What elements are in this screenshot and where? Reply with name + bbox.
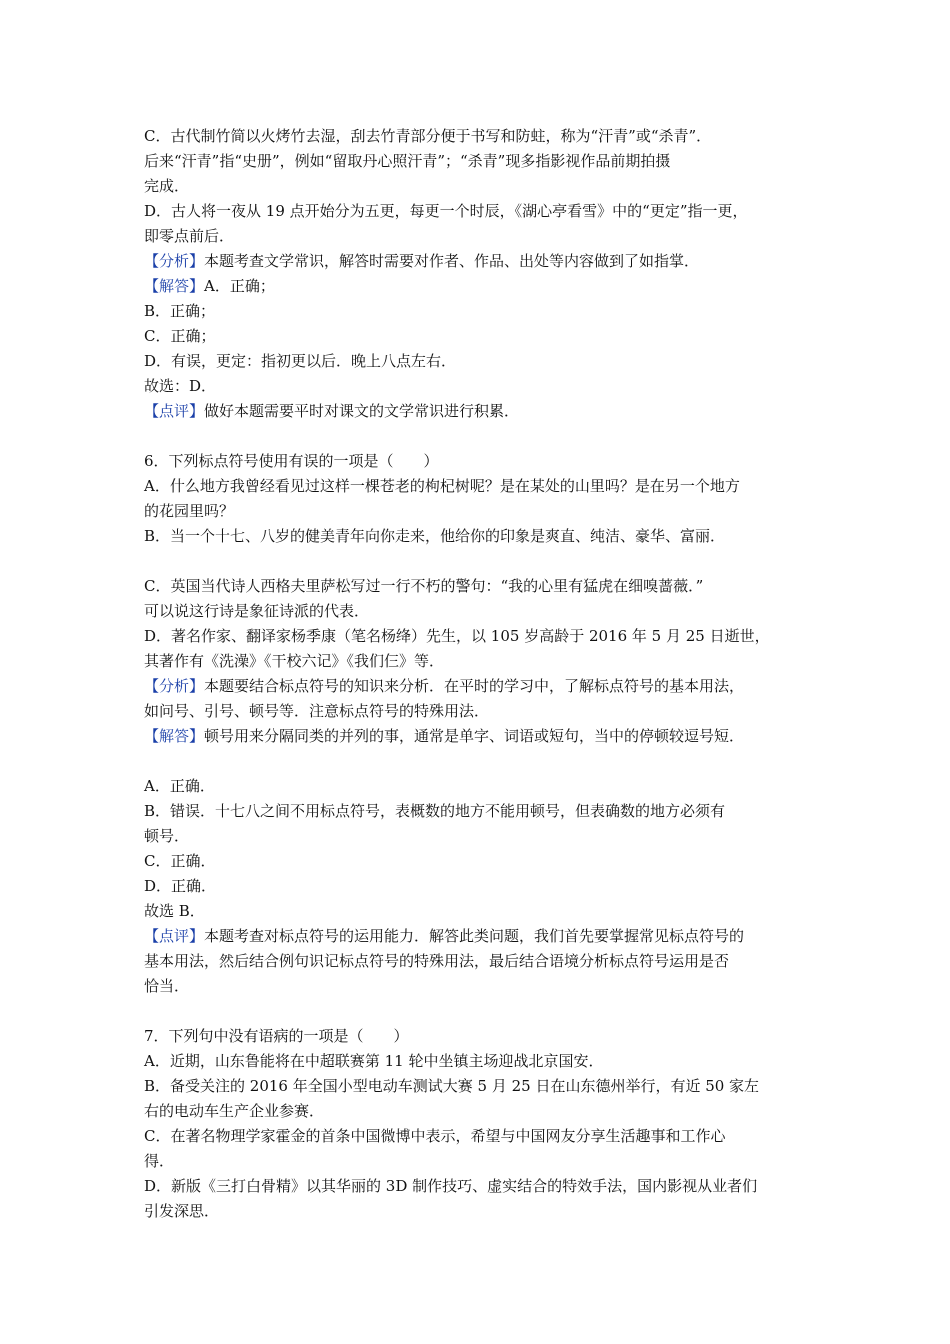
text-line <box>144 674 816 699</box>
line-text: 右的电动车生产企业参赛． <box>144 1102 325 1120</box>
line-text: 可以说这行诗是象征诗派的代表． <box>144 602 370 620</box>
paragraph-gap <box>144 549 816 574</box>
text-line <box>144 249 816 274</box>
text-line <box>144 1074 816 1099</box>
line-text: D．新版《三打白骨精》以其华丽的 3D 制作技巧、虚实结合的特效手法，国内影视从业者们 <box>144 1177 758 1195</box>
text-line <box>144 624 816 649</box>
line-text: 得． <box>144 1152 175 1170</box>
line-text: 其著作有《洗澡》《干校六记》《我们仨》等． <box>144 652 445 670</box>
line-text: A．正确． <box>144 777 215 795</box>
text-line <box>144 1199 816 1224</box>
text-line <box>144 799 816 824</box>
line-text: B．当一个十七、八岁的健美青年向你走来，他给你的印象是爽直、纯洁、豪华、富丽． <box>144 527 726 545</box>
text-line <box>144 149 816 174</box>
paragraph-gap <box>144 749 816 774</box>
text-line <box>144 724 816 749</box>
text-line <box>144 1099 816 1124</box>
line-text: 本题考查对标点符号的运用能力．解答此类问题，我们首先要掌握常见标点符号的 <box>204 927 745 945</box>
text-line <box>144 849 816 874</box>
text-line <box>144 699 816 724</box>
line-text: 恰当． <box>144 977 190 995</box>
line-text: 引发深思． <box>144 1202 220 1220</box>
line-text: A．什么地方我曾经看见过这样一棵苍老的枸杞树呢？是在某处的山里吗？是在另一个地方 <box>144 477 740 495</box>
line-text: D．著名作家、翻译家杨季康（笔名杨绛）先生，以 105 岁高龄于 2016 年 5 月 25 日逝世， <box>144 627 770 645</box>
text-line <box>144 599 816 624</box>
line-text: D．正确． <box>144 877 217 895</box>
text-line <box>144 824 816 849</box>
section-tag: 【分析】 <box>144 677 205 695</box>
line-text: 后来“汗青”指“史册”，例如“留取丹心照汗青”；“杀青”现多指影视作品前期拍摄 <box>144 152 671 170</box>
text-line <box>144 1149 816 1174</box>
text-line <box>144 374 816 399</box>
line-text: 的花园里吗？ <box>144 502 235 520</box>
line-text: 7．下列句中没有语病的一项是（ ） <box>144 1027 409 1045</box>
line-text: B．备受关注的 2016 年全国小型电动车测试大赛 5 月 25 日在山东德州举行，有近 50 家左 <box>144 1077 760 1095</box>
text-line <box>144 649 816 674</box>
text-line <box>144 474 816 499</box>
text-line <box>144 449 816 474</box>
section-tag: 【解答】 <box>144 727 205 745</box>
text-line <box>144 1124 816 1149</box>
paragraph-gap <box>144 424 816 449</box>
document-body <box>144 124 816 1224</box>
section-tag: 【解答】 <box>144 277 205 295</box>
text-line <box>144 899 816 924</box>
line-text: D．古人将一夜从 19 点开始分为五更，每更一个时辰，《湖心亭看雪》中的“更定”指一更， <box>144 202 748 220</box>
line-text: 6．下列标点符号使用有误的一项是（ ） <box>144 452 439 470</box>
section-tag: 【分析】 <box>144 252 205 270</box>
text-line <box>144 949 816 974</box>
line-text: A．近期，山东鲁能将在中超联赛第 11 轮中坐镇主场迎战北京国安． <box>144 1052 604 1070</box>
text-line <box>144 199 816 224</box>
paragraph-gap <box>144 999 816 1024</box>
text-line <box>144 499 816 524</box>
text-line <box>144 349 816 374</box>
line-text: 完成． <box>144 177 190 195</box>
line-text: C．正确； <box>144 327 216 345</box>
line-text: 基本用法，然后结合例句识记标点符号的特殊用法，最后结合语境分析标点符号运用是否 <box>144 952 730 970</box>
line-text: 即零点前后． <box>144 227 235 245</box>
text-line <box>144 124 816 149</box>
text-line <box>144 324 816 349</box>
text-line <box>144 1024 816 1049</box>
line-text: B．正确； <box>144 302 216 320</box>
line-text: 做好本题需要平时对课文的文学常识进行积累． <box>204 402 520 420</box>
text-line <box>144 974 816 999</box>
text-line <box>144 1049 816 1074</box>
section-tag: 【点评】 <box>144 402 205 420</box>
text-line <box>144 274 816 299</box>
text-line <box>144 224 816 249</box>
line-text: C．在著名物理学家霍金的首条中国微博中表示，希望与中国网友分享生活趣事和工作心 <box>144 1127 726 1145</box>
line-text: 如问号、引号、顿号等．注意标点符号的特殊用法． <box>144 702 490 720</box>
line-text: 故选 B． <box>144 902 205 920</box>
line-text: 故选：D． <box>144 377 217 395</box>
text-line <box>144 524 816 549</box>
line-text: C．英国当代诗人西格夫里萨松写过一行不朽的警句：“我的心里有猛虎在细嗅蔷薇．” <box>144 577 704 595</box>
line-text: B．错误．十七八之间不用标点符号，表概数的地方不能用顿号，但表确数的地方必须有 <box>144 802 726 820</box>
line-text: 顿号用来分隔同类的并列的事，通常是单字、词语或短句，当中的停顿较逗号短． <box>204 727 745 745</box>
line-text: C．古代制竹简以火烤竹去湿，刮去竹青部分便于书写和防蛀，称为“汗青”或“杀青”． <box>144 127 712 145</box>
text-line <box>144 299 816 324</box>
text-line <box>144 574 816 599</box>
line-text: D．有误，更定：指初更以后．晚上八点左右． <box>144 352 457 370</box>
line-text: C．正确． <box>144 852 216 870</box>
line-text: 顿号． <box>144 827 190 845</box>
text-line <box>144 1174 816 1199</box>
text-line <box>144 399 816 424</box>
text-line <box>144 924 816 949</box>
section-tag: 【点评】 <box>144 927 205 945</box>
line-text: A．正确； <box>204 277 275 295</box>
text-line <box>144 774 816 799</box>
line-text: 本题考查文学常识，解答时需要对作者、作品、出处等内容做到了如指掌． <box>204 252 700 270</box>
text-line <box>144 174 816 199</box>
text-line <box>144 874 816 899</box>
line-text: 本题要结合标点符号的知识来分析．在平时的学习中，了解标点符号的基本用法， <box>204 677 745 695</box>
